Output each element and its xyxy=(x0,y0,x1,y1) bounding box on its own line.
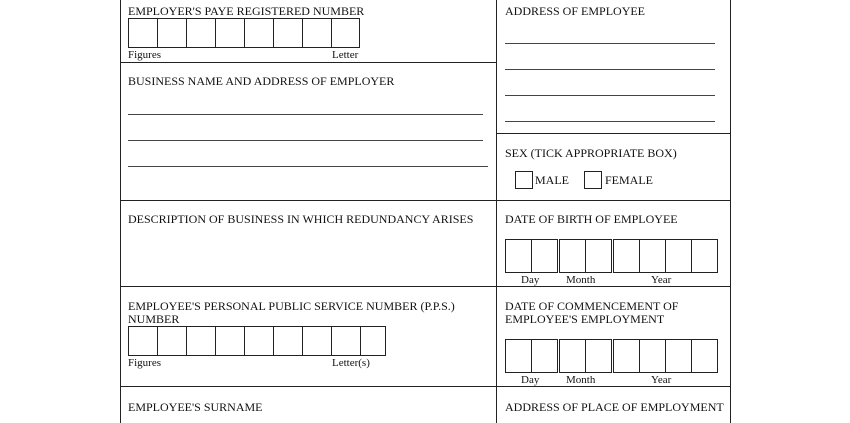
pps-title-line2: NUMBER xyxy=(128,312,180,326)
commencement-year-box[interactable] xyxy=(613,339,640,373)
dob-title: DATE OF BIRTH OF EMPLOYEE xyxy=(505,212,678,226)
employee-address-title: ADDRESS OF EMPLOYEE xyxy=(505,4,646,18)
pps-title-line1: EMPLOYEE'S PERSONAL PUBLIC SERVICE NUMBER (P.P.S.) xyxy=(128,299,455,313)
commencement-year-label: Year xyxy=(651,374,672,386)
pps-boxes[interactable] xyxy=(128,326,386,356)
commencement-day-box[interactable] xyxy=(505,339,532,373)
row-divider-3 xyxy=(120,286,731,287)
paye-box[interactable] xyxy=(215,18,244,48)
dob-year-box[interactable] xyxy=(665,239,692,273)
pps-letters-label: Letter(s) xyxy=(332,357,370,369)
right-row-divider-1 xyxy=(496,133,731,134)
employee-address-line[interactable] xyxy=(505,69,715,70)
business-name-title: BUSINESS NAME AND ADDRESS OF EMPLOYER xyxy=(128,74,395,88)
female-checkbox[interactable] xyxy=(584,171,602,189)
paye-box[interactable] xyxy=(331,18,360,48)
left-border xyxy=(120,0,121,423)
commencement-year-box[interactable] xyxy=(691,339,718,373)
employer-paye-title: EMPLOYER'S PAYE REGISTERED NUMBER xyxy=(128,4,365,18)
row-divider-2 xyxy=(120,200,731,201)
commencement-year-box[interactable] xyxy=(665,339,692,373)
male-checkbox[interactable] xyxy=(515,171,533,189)
commencement-title-line1: DATE OF COMMENCEMENT OF xyxy=(505,299,679,313)
pps-box[interactable] xyxy=(128,326,157,356)
left-row-divider-1 xyxy=(120,62,497,63)
female-label: FEMALE xyxy=(605,173,653,187)
employer-paye-figures-label: Figures xyxy=(128,49,161,61)
paye-box[interactable] xyxy=(186,18,215,48)
employer-paye-letter-label: Letter xyxy=(332,49,359,61)
employee-address-line[interactable] xyxy=(505,43,715,44)
pps-box[interactable] xyxy=(215,326,244,356)
dob-month-label: Month xyxy=(566,274,596,286)
dob-year-box[interactable] xyxy=(691,239,718,273)
employee-address-line[interactable] xyxy=(505,95,715,96)
dob-day-box[interactable] xyxy=(505,239,532,273)
description-title: DESCRIPTION OF BUSINESS IN WHICH REDUNDANCY ARISES xyxy=(128,212,474,226)
paye-box[interactable] xyxy=(302,18,331,48)
commencement-year-box[interactable] xyxy=(639,339,666,373)
dob-year-box[interactable] xyxy=(639,239,666,273)
place-of-employment-title: ADDRESS OF PLACE OF EMPLOYMENT xyxy=(505,400,724,414)
commencement-day-label: Day xyxy=(521,374,540,386)
male-label: MALE xyxy=(535,173,569,187)
commencement-title-line2: EMPLOYEE'S EMPLOYMENT xyxy=(505,312,665,326)
dob-year-label: Year xyxy=(651,274,672,286)
commencement-month-box[interactable] xyxy=(559,339,586,373)
dob-day-box[interactable] xyxy=(531,239,558,273)
paye-box[interactable] xyxy=(244,18,273,48)
row-divider-4 xyxy=(120,386,731,387)
pps-box[interactable] xyxy=(360,326,386,356)
pps-box[interactable] xyxy=(157,326,186,356)
dob-month-box[interactable] xyxy=(585,239,612,273)
commencement-month-label: Month xyxy=(566,374,596,386)
pps-figures-label: Figures xyxy=(128,357,161,369)
pps-box[interactable] xyxy=(244,326,273,356)
business-name-line[interactable] xyxy=(128,140,483,141)
pps-box[interactable] xyxy=(186,326,215,356)
commencement-month-box[interactable] xyxy=(585,339,612,373)
dob-boxes[interactable] xyxy=(505,239,718,273)
employee-address-line[interactable] xyxy=(505,121,715,122)
sex-title: SEX (TICK APPROPRIATE BOX) xyxy=(505,146,677,160)
pps-box[interactable] xyxy=(302,326,331,356)
paye-box[interactable] xyxy=(128,18,157,48)
business-name-line[interactable] xyxy=(128,166,488,167)
surname-title: EMPLOYEE'S SURNAME xyxy=(128,400,263,414)
dob-month-box[interactable] xyxy=(559,239,586,273)
paye-box[interactable] xyxy=(157,18,186,48)
center-divider xyxy=(496,0,497,423)
commencement-boxes[interactable] xyxy=(505,339,718,373)
employer-paye-boxes[interactable] xyxy=(128,18,360,48)
paye-box[interactable] xyxy=(273,18,302,48)
dob-day-label: Day xyxy=(521,274,540,286)
right-border xyxy=(730,0,731,423)
pps-box[interactable] xyxy=(273,326,302,356)
commencement-day-box[interactable] xyxy=(531,339,558,373)
business-name-line[interactable] xyxy=(128,114,483,115)
pps-box[interactable] xyxy=(331,326,360,356)
dob-year-box[interactable] xyxy=(613,239,640,273)
